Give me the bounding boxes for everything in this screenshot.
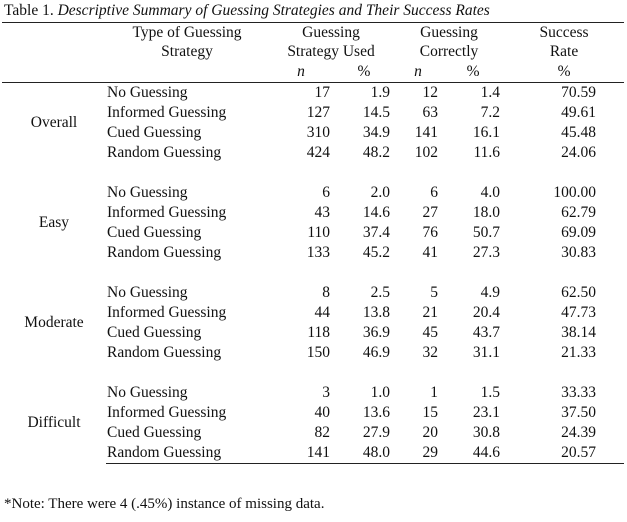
cell-type: Random Guessing — [106, 443, 268, 464]
cell-correct-pct: 4.0 — [480, 184, 501, 201]
cell-used-n: 110 — [307, 224, 330, 241]
cell-success-rate: 33.33 — [561, 384, 597, 401]
cell-correct-n: 76 — [422, 224, 439, 241]
cell-type: Cued Guessing — [107, 424, 202, 441]
cell-correct-n: 45 — [422, 324, 439, 341]
cell-type: No Guessing — [107, 184, 188, 201]
cell-success-rate: 62.79 — [561, 204, 597, 221]
header-rate-pct: % — [504, 61, 624, 83]
cell-type: Random Guessing — [107, 344, 222, 361]
cell-success-rate: 62.50 — [561, 284, 597, 301]
header-row-3 — [2, 61, 624, 83]
cell-used-n: 310 — [306, 124, 330, 141]
cell-correct-pct: 11.6 — [473, 144, 501, 161]
cell-correct-n: 21 — [422, 304, 439, 321]
table-note: *Note: There were 4 (.45%) instance of missing data. — [4, 496, 325, 512]
cell-type: No Guessing — [107, 384, 188, 401]
cell-correct-n: 29 — [394, 443, 442, 464]
group-spacer — [2, 263, 624, 283]
cell-success-rate: 45.48 — [561, 124, 597, 141]
cell-success-rate: 38.14 — [561, 324, 597, 341]
cell-used-pct: 14.6 — [362, 204, 391, 221]
header-used-n: n — [268, 61, 334, 83]
cell-correct-pct: 30.8 — [472, 424, 501, 441]
group-label: Overall — [30, 114, 78, 131]
cell-type: Cued Guessing — [107, 224, 202, 241]
header-row-2 — [2, 42, 624, 61]
cell-used-n: 118 — [307, 324, 330, 341]
header-success-rate-line2: Rate — [549, 43, 579, 60]
cell-type: Random Guessing — [107, 244, 222, 261]
caption-title: Descriptive Summary of Guessing Strategies and Their Success Rates — [57, 2, 490, 19]
cell-used-n: 17 — [314, 84, 330, 101]
cell-type: No Guessing — [107, 84, 188, 101]
cell-success-rate: 70.59 — [561, 84, 597, 101]
cell-type: Informed Guessing — [107, 404, 227, 421]
cell-correct-n: 27 — [422, 204, 439, 221]
cell-correct-n: 15 — [422, 404, 439, 421]
cell-type: Informed Guessing — [107, 204, 227, 221]
guessing-strategies-table — [2, 22, 624, 464]
cell-correct-n: 5 — [430, 284, 439, 301]
cell-correct-pct: 31.1 — [472, 344, 501, 361]
cell-used-n: 82 — [314, 424, 330, 441]
cell-type: Random Guessing — [107, 144, 222, 161]
cell-correct-pct: 44.6 — [442, 443, 504, 464]
header-correct-pct: % — [442, 61, 504, 83]
cell-correct-pct: 4.9 — [480, 284, 501, 301]
cell-used-pct: 13.8 — [362, 304, 391, 321]
cell-used-pct: 13.6 — [362, 404, 391, 421]
header-success-rate: Success — [504, 23, 624, 43]
caption-label: Table 1. — [4, 2, 54, 19]
cell-used-pct: 37.4 — [362, 224, 391, 241]
cell-used-n: 44 — [314, 304, 330, 321]
cell-used-pct: 45.2 — [362, 244, 391, 261]
cell-correct-n: 20 — [422, 424, 439, 441]
group-label: Difficult — [27, 414, 81, 432]
cell-success-rate: 21.33 — [561, 344, 597, 361]
cell-used-pct: 14.5 — [362, 104, 391, 121]
cell-correct-pct: 50.7 — [472, 224, 501, 241]
header-guessing-correctly-line2: Correctly — [419, 43, 479, 60]
cell-used-pct: 1.9 — [370, 84, 391, 101]
cell-success-rate: 24.39 — [561, 424, 597, 441]
group-label: Easy — [38, 214, 70, 231]
header-type: Type of Guessing — [106, 23, 268, 43]
cell-used-n: 6 — [322, 184, 330, 201]
cell-success-rate: 20.57 — [504, 443, 624, 464]
cell-success-rate: 30.83 — [561, 244, 597, 261]
cell-used-pct: 2.5 — [370, 284, 391, 301]
cell-used-n: 3 — [322, 384, 330, 401]
cell-success-rate: 49.61 — [561, 104, 597, 121]
cell-used-n: 8 — [322, 284, 330, 301]
cell-correct-n: 63 — [422, 104, 439, 121]
cell-correct-pct: 43.7 — [472, 324, 501, 341]
cell-used-pct: 2.0 — [370, 184, 391, 201]
cell-correct-pct: 27.3 — [472, 244, 501, 261]
header-correct-n: n — [394, 61, 442, 83]
cell-used-pct: 48.2 — [362, 144, 391, 161]
cell-success-rate: 47.73 — [561, 304, 597, 321]
cell-correct-n: 41 — [422, 244, 439, 261]
cell-success-rate: 24.06 — [561, 144, 597, 161]
cell-used-pct: 46.9 — [362, 344, 391, 361]
cell-type: No Guessing — [107, 284, 188, 301]
group-label: Moderate — [24, 314, 84, 331]
cell-used-n: 424 — [306, 144, 330, 161]
cell-correct-pct: 7.2 — [480, 104, 501, 121]
cell-used-n: 40 — [314, 404, 330, 421]
cell-success-rate: 37.50 — [561, 404, 597, 421]
header-strategy-used: Guessing — [268, 23, 394, 43]
group-spacer — [2, 363, 624, 383]
cell-used-n: 150 — [306, 344, 330, 361]
cell-correct-n: 12 — [422, 84, 439, 101]
cell-success-rate: 100.00 — [553, 184, 597, 201]
cell-correct-pct: 16.1 — [472, 124, 501, 141]
cell-correct-n: 6 — [430, 184, 439, 201]
header-used-pct: % — [334, 61, 394, 83]
header-type-line2: Strategy — [161, 43, 213, 60]
cell-correct-n: 1 — [430, 384, 439, 401]
table-caption — [4, 2, 624, 20]
group-spacer — [2, 163, 624, 183]
cell-used-pct: 34.9 — [362, 124, 391, 141]
table-row — [2, 183, 624, 203]
cell-used-pct: 36.9 — [362, 324, 391, 341]
cell-used-pct: 48.0 — [334, 443, 394, 464]
cell-used-pct: 1.0 — [370, 384, 391, 401]
cell-type: Cued Guessing — [107, 324, 202, 341]
cell-type: Cued Guessing — [107, 124, 202, 141]
cell-correct-n: 141 — [414, 124, 439, 141]
cell-used-n: 127 — [306, 104, 330, 121]
cell-used-n: 133 — [306, 244, 330, 261]
table-body — [2, 83, 624, 464]
table-row — [2, 283, 624, 303]
cell-used-pct: 27.9 — [362, 424, 391, 441]
cell-correct-pct: 23.1 — [472, 404, 501, 421]
cell-correct-pct: 20.4 — [472, 304, 501, 321]
cell-correct-n: 32 — [422, 344, 439, 361]
cell-used-n: 43 — [314, 204, 330, 221]
cell-used-n: 141 — [268, 443, 334, 464]
header-row-1 — [2, 23, 624, 43]
table-row — [2, 83, 624, 104]
table-row — [2, 383, 624, 403]
header-guessing-correctly: Guessing — [394, 23, 504, 43]
cell-correct-pct: 1.4 — [480, 84, 501, 101]
cell-correct-n: 102 — [414, 144, 439, 161]
cell-type: Informed Guessing — [107, 304, 227, 321]
cell-type: Informed Guessing — [107, 104, 227, 121]
header-strategy-used-line2: Strategy Used — [287, 43, 375, 60]
cell-correct-pct: 18.0 — [472, 204, 501, 221]
cell-success-rate: 69.09 — [561, 224, 597, 241]
cell-correct-pct: 1.5 — [480, 384, 501, 401]
